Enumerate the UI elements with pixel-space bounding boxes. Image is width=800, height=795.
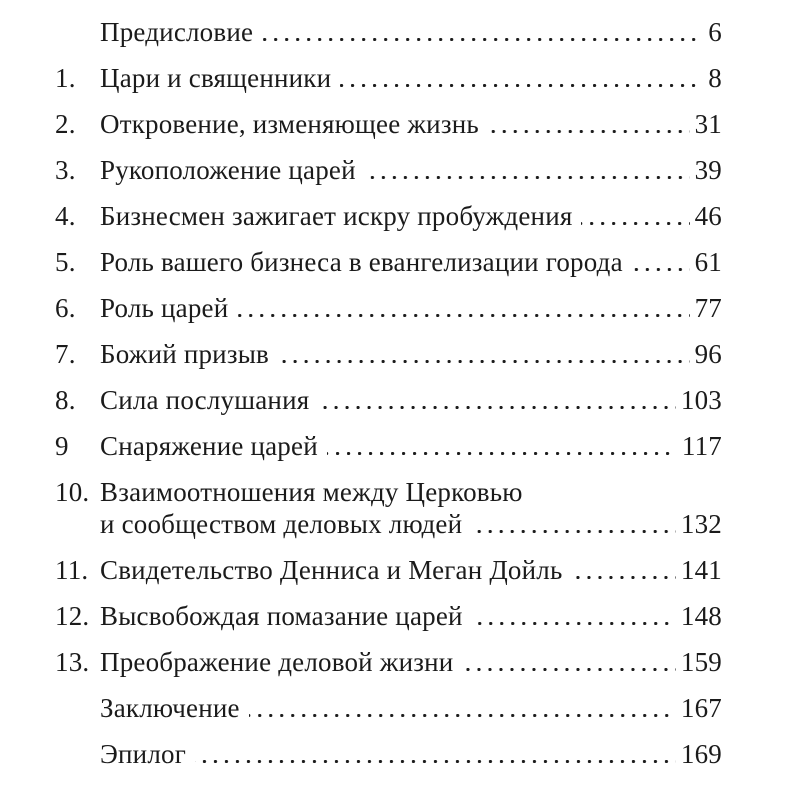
entry-body bbox=[100, 154, 722, 186]
entry-page-number: 103 bbox=[680, 385, 722, 415]
entry-line bbox=[100, 338, 722, 370]
entry-page-number: 61 bbox=[694, 247, 722, 277]
toc-entry bbox=[55, 430, 722, 462]
entry-title: Заключение bbox=[100, 693, 240, 723]
dot-leader bbox=[472, 622, 676, 625]
entry-body bbox=[100, 600, 722, 632]
entry-page-number: 169 bbox=[680, 739, 722, 769]
toc-entry bbox=[55, 692, 722, 724]
dot-leader bbox=[462, 668, 675, 671]
entry-line bbox=[100, 692, 722, 724]
entry-title: Божий призыв bbox=[100, 339, 269, 369]
dot-leader bbox=[488, 130, 690, 133]
entry-line bbox=[100, 508, 722, 540]
dot-leader bbox=[571, 576, 675, 579]
entry-body bbox=[100, 384, 722, 416]
toc-entry bbox=[55, 338, 722, 370]
toc-entry bbox=[55, 476, 722, 540]
entry-line bbox=[100, 738, 722, 770]
entry-page-number: 77 bbox=[694, 293, 722, 323]
entry-number: 12. bbox=[55, 601, 90, 631]
entry-line bbox=[100, 600, 722, 632]
toc-entry bbox=[55, 108, 722, 140]
entry-number: 6. bbox=[55, 293, 76, 323]
entry-page-number: 39 bbox=[694, 155, 722, 185]
entry-page-number: 132 bbox=[680, 509, 722, 539]
entry-title: Откровение, изменяющее жизнь bbox=[100, 109, 479, 139]
dot-leader bbox=[632, 268, 690, 271]
entry-title: Сила послушания bbox=[100, 385, 310, 415]
entry-body bbox=[100, 692, 722, 724]
entry-page-number: 6 bbox=[708, 17, 722, 47]
entry-line bbox=[100, 154, 722, 186]
entry-line bbox=[100, 108, 722, 140]
entry-number: 7. bbox=[55, 339, 76, 369]
entry-page-number: 117 bbox=[681, 431, 722, 461]
entry-title: Рукоположение царей bbox=[100, 155, 356, 185]
entry-title: и сообществом деловых людей bbox=[100, 509, 463, 539]
entry-page-number: 141 bbox=[680, 555, 722, 585]
toc-entry bbox=[55, 646, 722, 678]
dot-leader bbox=[262, 38, 703, 41]
entry-number: 1. bbox=[55, 63, 76, 93]
toc-entry bbox=[55, 62, 722, 94]
entry-line bbox=[100, 646, 722, 678]
entry-title: Бизнесмен зажигает искру пробуждения bbox=[100, 201, 573, 231]
entry-body bbox=[100, 246, 722, 278]
toc-entry bbox=[55, 738, 722, 770]
dot-leader bbox=[581, 222, 689, 225]
entry-number: 8. bbox=[55, 385, 76, 415]
entry-page-number: 31 bbox=[694, 109, 722, 139]
entry-number: 11. bbox=[55, 555, 89, 585]
entry-page-number: 167 bbox=[680, 693, 722, 723]
entry-line bbox=[100, 384, 722, 416]
entry-number: 3. bbox=[55, 155, 76, 185]
entry-line bbox=[100, 292, 722, 324]
entry-line bbox=[100, 476, 722, 508]
dot-leader bbox=[278, 360, 690, 363]
entry-body bbox=[100, 554, 722, 586]
dot-leader bbox=[365, 176, 690, 179]
dot-leader bbox=[471, 530, 676, 533]
entry-body bbox=[100, 338, 722, 370]
entry-title: Снаряжение царей bbox=[100, 431, 318, 461]
entry-number: 9 bbox=[55, 431, 69, 461]
toc-entry bbox=[55, 292, 722, 324]
entry-body bbox=[100, 16, 722, 48]
dot-leader bbox=[249, 714, 676, 717]
entry-number: 2. bbox=[55, 109, 76, 139]
entry-page-number: 148 bbox=[680, 601, 722, 631]
entry-page-number: 96 bbox=[694, 339, 722, 369]
toc-entry bbox=[55, 200, 722, 232]
entry-line bbox=[100, 200, 722, 232]
dot-leader bbox=[318, 406, 676, 409]
entry-title: Роль царей bbox=[100, 293, 229, 323]
toc-entry bbox=[55, 554, 722, 586]
entry-body bbox=[100, 646, 722, 678]
entry-title: Свидетельство Денниса и Меган Дойль bbox=[100, 555, 563, 585]
dot-leader bbox=[237, 314, 689, 317]
entry-line bbox=[100, 16, 722, 48]
toc-entry bbox=[55, 384, 722, 416]
entry-number: 10. bbox=[55, 477, 90, 507]
entry-title: Предисловие bbox=[100, 17, 254, 47]
entry-page-number: 8 bbox=[708, 63, 722, 93]
entry-line bbox=[100, 430, 722, 462]
entry-body bbox=[100, 200, 722, 232]
toc-entry bbox=[55, 16, 722, 48]
entry-title: Цари и священники bbox=[100, 63, 332, 93]
entry-title: Эпилог bbox=[100, 739, 186, 769]
entry-body bbox=[100, 108, 722, 140]
entry-body bbox=[100, 430, 722, 462]
toc-entry bbox=[55, 246, 722, 278]
entry-line bbox=[100, 62, 722, 94]
entry-body bbox=[100, 292, 722, 324]
entry-number: 4. bbox=[55, 201, 76, 231]
entry-line bbox=[100, 554, 722, 586]
entry-title: Роль вашего бизнеса в евангелизации города bbox=[100, 247, 623, 277]
entry-number: 13. bbox=[55, 647, 90, 677]
entry-title: Преображение деловой жизни bbox=[100, 647, 454, 677]
entry-body bbox=[100, 476, 722, 540]
entry-title: Высвобождая помазание царей bbox=[100, 601, 463, 631]
entry-line bbox=[100, 246, 722, 278]
dot-leader bbox=[340, 84, 703, 87]
entry-title: Взаимоотношения между Церковью bbox=[100, 477, 523, 507]
toc-entry bbox=[55, 154, 722, 186]
entry-body bbox=[100, 738, 722, 770]
entry-page-number: 46 bbox=[694, 201, 722, 231]
toc-entry bbox=[55, 600, 722, 632]
entry-number: 5. bbox=[55, 247, 76, 277]
entry-body bbox=[100, 62, 722, 94]
entry-page-number: 159 bbox=[680, 647, 722, 677]
dot-leader bbox=[327, 452, 677, 455]
dot-leader bbox=[195, 760, 676, 763]
